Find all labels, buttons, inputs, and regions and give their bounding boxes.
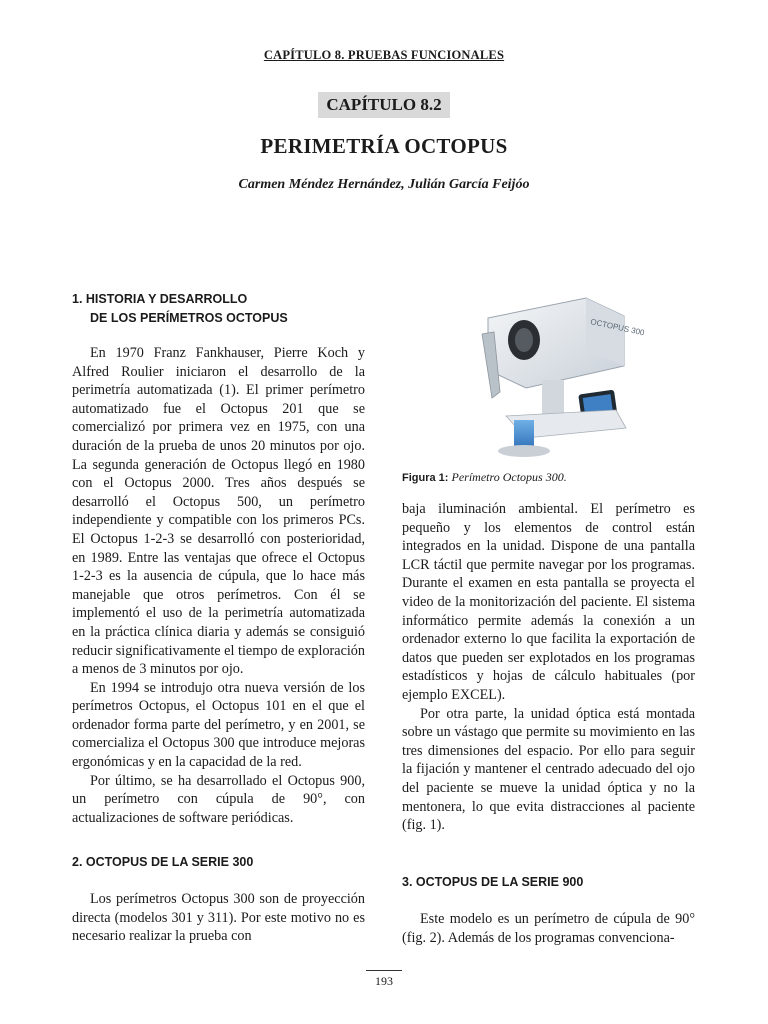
section-3-body (402, 910, 695, 947)
figure-label: Figura 1: (402, 472, 449, 484)
authors: Carmen Méndez Hernández, Julián García Feijóo (238, 177, 530, 192)
paragraph: baja iluminación ambiental. El perímetro es pequeño y los elementos de control están integrados en la unidad. Dispone de una pantalla LCR táctil que permite navegar por los programas. Durante el examen en esta pantalla se proyecta el video de la monitorización del paciente. El sistema informático permite además la conexión a un ordenador externo lo que facilita la exportación de datos que pueden ser explotados en los programas estadísticos y hojas de cálculo habituales (por ejemplo EXCEL). (402, 501, 695, 703)
paragraph: En 1994 se introdujo otra nueva versión de los perímetros Octopus, el Octopus 101 en el que el ordenador forma parte del perímetro, y en 2001, se comercializa el Octopus 300 que introduce mejoras ergonómicas y en la capacidad de la red. (72, 679, 365, 771)
figure-caption-text: Perímetro Octopus 300. (451, 470, 567, 484)
section-2-heading: 2. OCTOPUS DE LA SERIE 300 (72, 855, 254, 869)
right-column-body (402, 500, 695, 835)
page-title: PERIMETRÍA OCTOPUS (260, 134, 508, 158)
section-2-body (72, 890, 365, 946)
running-head: CAPÍTULO 8. PRUEBAS FUNCIONALES (263, 48, 505, 62)
paragraph: Este modelo es un perímetro de cúpula de 90° (fig. 2). Además de los programas convenciona- (402, 911, 695, 946)
page-number-rule (366, 970, 402, 971)
device-lettering: OCTOPUS 300 (589, 317, 646, 338)
chapter-label: CAPÍTULO 8.2 (318, 92, 450, 118)
section-1-heading-line1: 1. HISTORIA Y DESARROLLO (72, 292, 248, 306)
section-1-heading-line2: DE LOS PERÍMETROS OCTOPUS (90, 311, 288, 325)
figure-caption (402, 470, 567, 485)
paragraph: En 1970 Franz Fankhauser, Pierre Koch y Alfred Roulier iniciaron el desarrollo de la perimetría automatizada (1). El primer perímetro automatizado fue el Octopus 201 que se comercializó por primera vez en 1975, con una duración de la prueba de unos 20 minutos por ojo. La segunda generación de Octopus llegó en 1980 con el Octopus 2000. Tres años después se desarrolló el Octopus 500, un perímetro independiente y compatible con los primeros PCs. El Octopus 1-2-3 se desarrolló con posterioridad, en 1989. Entre las ventajas que ofrece el Octopus 1-2-3 es la ausencia de cúpula, que lo hace más manejable que otros perímetros. Con él se implementó el uso de la perimetría automatizada en la práctica clínica diaria y además se consiguió reducir significativamente el tiempo de exploración a menos de 3 minutos por ojo. (72, 345, 365, 678)
section-3-heading: 3. OCTOPUS DE LA SERIE 900 (402, 875, 584, 889)
paragraph: Por otra parte, la unidad óptica está montada sobre un vástago que permite su movimiento en las tres dimensiones del espacio. Por ello para seguir la fijación y mantener el centrado adecuado del ojo del paciente se mueve la unidad óptica y no la mentonera, lo que evita distracciones al paciente (fig. 1). (402, 705, 695, 834)
page-number: 193 (375, 974, 393, 988)
section-1-heading (72, 290, 288, 328)
section-1-body (72, 344, 365, 827)
paragraph: Por último, se ha desarrollado el Octopus 900, un perímetro con cúpula de 90°, con actualizaciones de software periódicas. (72, 772, 365, 826)
perimeter-device-photo (466, 288, 646, 458)
paragraph: Los perímetros Octopus 300 son de proyección directa (modelos 301 y 311). Por este motivo no es necesario realizar la prueba con (72, 891, 365, 945)
